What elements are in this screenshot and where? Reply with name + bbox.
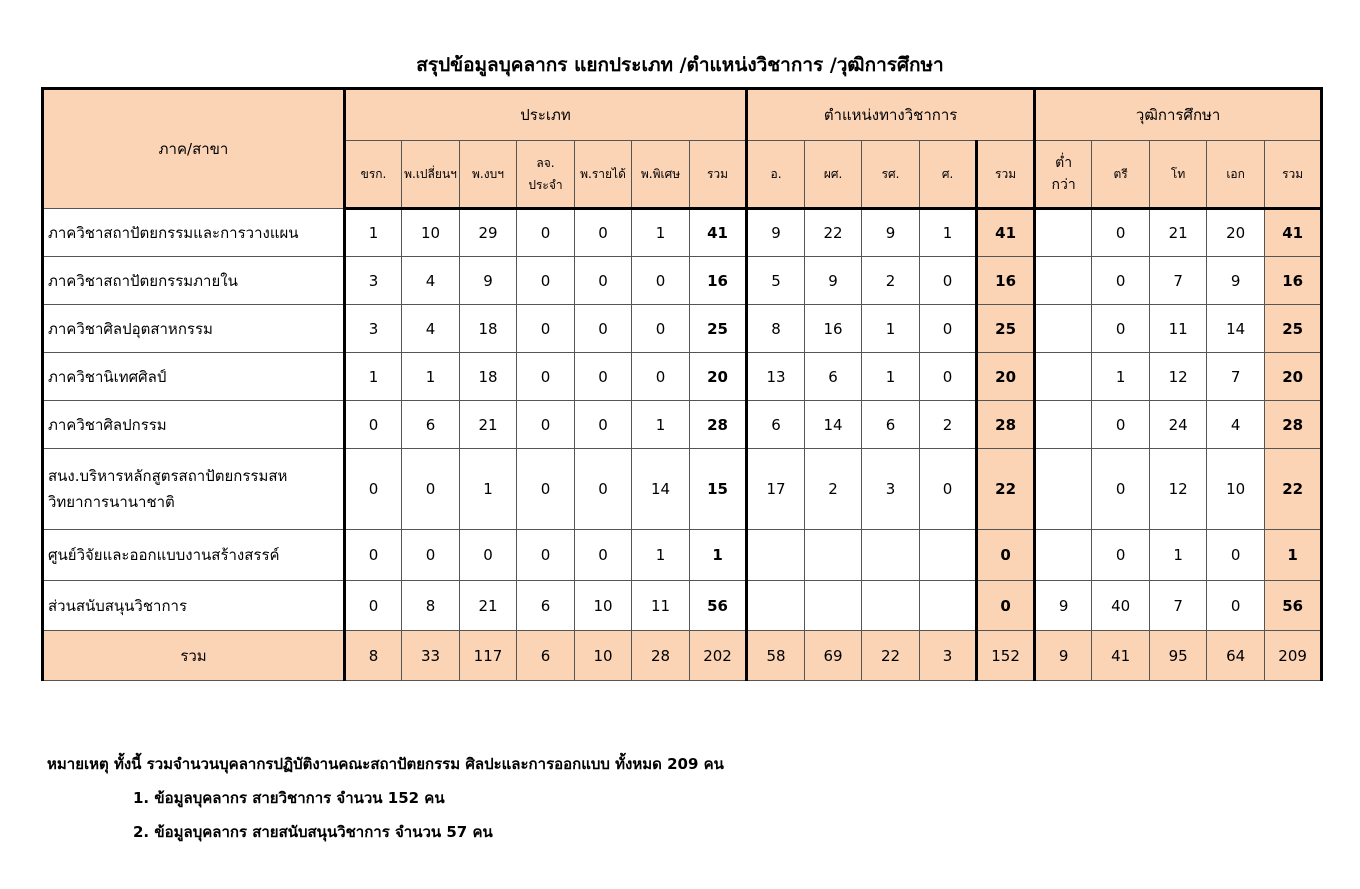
header-type-col: ขรก. — [345, 141, 402, 209]
data-cell: 0 — [977, 581, 1035, 631]
total-cell: 8 — [345, 631, 402, 681]
data-cell: 1 — [345, 353, 402, 401]
total-cell: 202 — [690, 631, 747, 681]
total-cell: 3 — [920, 631, 977, 681]
data-cell — [1035, 209, 1092, 257]
data-cell: 1 — [920, 209, 977, 257]
table-row — [43, 209, 1322, 257]
data-cell: 3 — [345, 305, 402, 353]
data-cell: 21 — [460, 581, 517, 631]
table-row — [43, 449, 1322, 530]
data-cell: 9 — [862, 209, 920, 257]
note-line: 2. ข้อมูลบุคลากร สายสนับสนุนวิชาการ จำนวน 57 คน — [133, 823, 493, 841]
data-cell: 3 — [862, 449, 920, 530]
data-cell: 0 — [1092, 209, 1150, 257]
data-cell: 6 — [862, 401, 920, 449]
note-line: 1. ข้อมูลบุคลากร สายวิชาการ จำนวน 152 คน — [133, 789, 445, 807]
data-cell: 21 — [1150, 209, 1207, 257]
data-cell: 6 — [805, 353, 862, 401]
data-cell: 0 — [517, 209, 575, 257]
data-cell: 1 — [345, 209, 402, 257]
data-cell: 16 — [977, 257, 1035, 305]
dept-name: ศูนย์วิจัยและออกแบบงานสร้างสรรค์ — [48, 546, 280, 564]
data-cell: 1 — [1092, 353, 1150, 401]
data-cell: 0 — [402, 530, 460, 581]
data-cell: 18 — [460, 305, 517, 353]
data-cell: 7 — [1207, 353, 1265, 401]
data-cell: 1 — [1265, 530, 1322, 581]
data-cell: 0 — [920, 449, 977, 530]
header-position-col: ผศ. — [805, 141, 862, 209]
data-cell: 0 — [920, 305, 977, 353]
data-cell: 0 — [575, 530, 632, 581]
data-cell: 0 — [517, 449, 575, 530]
data-cell: 41 — [690, 209, 747, 257]
table-row — [43, 353, 1322, 401]
data-cell: 0 — [345, 530, 402, 581]
data-cell: 14 — [632, 449, 690, 530]
dept-name-cell — [43, 305, 345, 353]
data-cell: 56 — [690, 581, 747, 631]
data-cell: 41 — [1265, 209, 1322, 257]
data-cell: 8 — [402, 581, 460, 631]
data-cell: 4 — [402, 305, 460, 353]
data-cell: 28 — [690, 401, 747, 449]
total-row — [43, 631, 1322, 681]
data-cell: 7 — [1150, 581, 1207, 631]
total-cell: 28 — [632, 631, 690, 681]
data-cell: 1 — [632, 530, 690, 581]
header-group-position: ตำแหน่งทางวิชาการ — [747, 89, 1035, 141]
header-type-col: พ.รายได้ — [575, 141, 632, 209]
dept-name: ภาควิชานิเทศศิลป์ — [48, 367, 167, 386]
data-cell: 28 — [1265, 401, 1322, 449]
data-cell: 4 — [1207, 401, 1265, 449]
data-cell — [1035, 353, 1092, 401]
data-cell: 0 — [460, 530, 517, 581]
total-cell: 22 — [862, 631, 920, 681]
data-cell: 8 — [747, 305, 805, 353]
header-position-col: ศ. — [920, 141, 977, 209]
total-label: รวม — [43, 631, 345, 681]
data-cell — [747, 581, 805, 631]
data-cell: 0 — [517, 530, 575, 581]
dept-name-cell — [43, 353, 345, 401]
data-cell: 4 — [402, 257, 460, 305]
note-line: หมายเหตุ ทั้งนี้ รวมจำนวนบุคลากรปฏิบัติงานคณะสถาปัตยกรรม ศิลปะและการออกแบบ ทั้งหมด 209 คน — [47, 755, 724, 773]
data-cell: 0 — [575, 305, 632, 353]
data-cell: 0 — [517, 353, 575, 401]
total-cell: 10 — [575, 631, 632, 681]
header-position-col: รวม — [977, 141, 1035, 209]
data-cell: 11 — [1150, 305, 1207, 353]
data-cell: 28 — [977, 401, 1035, 449]
data-cell: 0 — [632, 305, 690, 353]
data-cell: 0 — [920, 257, 977, 305]
table-row — [43, 305, 1322, 353]
dept-name: สนง.บริหารหลักสูตรสถาปัตยกรรมสห — [48, 467, 288, 485]
dept-name: ภาควิชาศิลปกรรม — [48, 415, 167, 434]
dept-name: ส่วนสนับสนุนวิชาการ — [48, 596, 188, 615]
header-type-col: พ.งบฯ — [460, 141, 517, 209]
data-cell: 12 — [1150, 449, 1207, 530]
header-degree-col: ต่ำ กว่า — [1035, 141, 1092, 209]
header-degree-col: เอก — [1207, 141, 1265, 209]
data-cell: 6 — [402, 401, 460, 449]
data-cell: 0 — [575, 353, 632, 401]
data-cell — [1035, 257, 1092, 305]
data-cell: 1 — [632, 401, 690, 449]
data-cell: 22 — [805, 209, 862, 257]
total-cell: 64 — [1207, 631, 1265, 681]
header-type-col: รวม — [690, 141, 747, 209]
data-cell: 10 — [1207, 449, 1265, 530]
total-cell: 117 — [460, 631, 517, 681]
total-cell: 95 — [1150, 631, 1207, 681]
dept-name: ภาควิชาสถาปัตยกรรมและการวางแผน — [48, 223, 299, 242]
data-cell: 12 — [1150, 353, 1207, 401]
data-cell: 0 — [1207, 581, 1265, 631]
data-cell: 18 — [460, 353, 517, 401]
data-cell: 22 — [1265, 449, 1322, 530]
data-cell: 0 — [345, 449, 402, 530]
data-cell: 5 — [747, 257, 805, 305]
data-cell — [1035, 305, 1092, 353]
data-cell: 17 — [747, 449, 805, 530]
data-cell: 40 — [1092, 581, 1150, 631]
data-cell: 56 — [1265, 581, 1322, 631]
data-cell: 1 — [862, 305, 920, 353]
data-cell: 1 — [402, 353, 460, 401]
total-cell: 41 — [1092, 631, 1150, 681]
data-cell: 25 — [977, 305, 1035, 353]
data-cell: 0 — [345, 581, 402, 631]
data-cell: 7 — [1150, 257, 1207, 305]
data-cell: 0 — [345, 401, 402, 449]
data-cell: 0 — [575, 449, 632, 530]
data-cell: 0 — [1092, 401, 1150, 449]
total-cell: 6 — [517, 631, 575, 681]
data-cell: 15 — [690, 449, 747, 530]
data-cell: 0 — [977, 530, 1035, 581]
total-cell: 9 — [1035, 631, 1092, 681]
dept-name-cell — [43, 257, 345, 305]
data-cell: 0 — [920, 353, 977, 401]
data-cell: 1 — [690, 530, 747, 581]
data-cell: 1 — [632, 209, 690, 257]
total-cell: 58 — [747, 631, 805, 681]
data-cell — [805, 530, 862, 581]
data-cell — [747, 530, 805, 581]
data-cell — [1035, 449, 1092, 530]
dept-name: ภาควิชาสถาปัตยกรรมภายใน — [48, 271, 238, 290]
data-cell: 41 — [977, 209, 1035, 257]
header-position-col: อ. — [747, 141, 805, 209]
data-cell: 20 — [1265, 353, 1322, 401]
data-cell: 14 — [805, 401, 862, 449]
data-cell — [862, 530, 920, 581]
data-cell: 20 — [690, 353, 747, 401]
notes — [47, 752, 724, 854]
data-cell: 0 — [632, 257, 690, 305]
data-cell — [920, 530, 977, 581]
page-title: สรุปข้อมูลบุคลากร แยกประเภท /ตำแหน่งวิชาการ /วุฒิการศึกษา — [416, 54, 944, 76]
data-cell: 11 — [632, 581, 690, 631]
dept-name-line2: วิทยาการนานาชาติ — [48, 493, 175, 511]
table-row — [43, 530, 1322, 581]
header-group-type: ประเภท — [345, 89, 747, 141]
header-type-col: พ.พิเศษ — [632, 141, 690, 209]
personnel-summary-table — [41, 87, 1323, 681]
data-cell: 0 — [1092, 257, 1150, 305]
data-cell: 2 — [920, 401, 977, 449]
data-cell: 9 — [747, 209, 805, 257]
data-cell: 1 — [1150, 530, 1207, 581]
data-cell: 10 — [402, 209, 460, 257]
table-row — [43, 581, 1322, 631]
data-cell: 1 — [460, 449, 517, 530]
dept-name-cell — [43, 581, 345, 631]
dept-name-cell — [43, 530, 345, 581]
data-cell: 0 — [517, 401, 575, 449]
total-cell: 152 — [977, 631, 1035, 681]
dept-name-cell — [43, 449, 345, 530]
data-cell: 9 — [805, 257, 862, 305]
data-cell: 20 — [977, 353, 1035, 401]
data-cell: 0 — [517, 305, 575, 353]
data-cell: 9 — [460, 257, 517, 305]
header-type-col: พ.เปลี่ยนฯ — [402, 141, 460, 209]
total-cell: 33 — [402, 631, 460, 681]
data-cell — [862, 581, 920, 631]
data-cell: 3 — [345, 257, 402, 305]
dept-name-cell — [43, 209, 345, 257]
table-row — [43, 401, 1322, 449]
data-cell: 22 — [977, 449, 1035, 530]
data-cell: 0 — [1092, 530, 1150, 581]
data-cell: 9 — [1207, 257, 1265, 305]
dept-name: ภาควิชาศิลปอุตสาหกรรม — [48, 319, 213, 338]
total-cell: 69 — [805, 631, 862, 681]
table-row — [43, 257, 1322, 305]
data-cell: 1 — [862, 353, 920, 401]
data-cell: 9 — [1035, 581, 1092, 631]
data-cell: 6 — [747, 401, 805, 449]
data-cell: 16 — [805, 305, 862, 353]
data-cell: 14 — [1207, 305, 1265, 353]
data-cell: 13 — [747, 353, 805, 401]
data-cell: 21 — [460, 401, 517, 449]
data-cell — [920, 581, 977, 631]
data-cell: 20 — [1207, 209, 1265, 257]
data-cell: 10 — [575, 581, 632, 631]
data-cell: 0 — [402, 449, 460, 530]
header-degree-col: โท — [1150, 141, 1207, 209]
data-cell: 24 — [1150, 401, 1207, 449]
header-degree-col: ตรี — [1092, 141, 1150, 209]
data-cell: 0 — [575, 401, 632, 449]
header-degree-col: รวม — [1265, 141, 1322, 209]
data-cell: 0 — [1207, 530, 1265, 581]
data-cell: 0 — [1092, 449, 1150, 530]
dept-name-cell — [43, 401, 345, 449]
data-cell: 29 — [460, 209, 517, 257]
data-cell — [1035, 530, 1092, 581]
data-cell: 0 — [517, 257, 575, 305]
data-cell: 0 — [575, 209, 632, 257]
data-cell — [805, 581, 862, 631]
data-cell: 0 — [575, 257, 632, 305]
data-cell: 25 — [1265, 305, 1322, 353]
data-cell: 0 — [632, 353, 690, 401]
header-group-degree: วุฒิการศึกษา — [1035, 89, 1322, 141]
data-cell — [1035, 401, 1092, 449]
header-position-col: รศ. — [862, 141, 920, 209]
total-cell: 209 — [1265, 631, 1322, 681]
data-cell: 16 — [1265, 257, 1322, 305]
data-cell: 2 — [805, 449, 862, 530]
data-cell: 6 — [517, 581, 575, 631]
data-cell: 25 — [690, 305, 747, 353]
header-type-col: ลจ. ประจำ — [517, 141, 575, 209]
header-dept: ภาค/สาขา — [43, 89, 345, 209]
data-cell: 16 — [690, 257, 747, 305]
data-cell: 0 — [1092, 305, 1150, 353]
data-cell: 2 — [862, 257, 920, 305]
